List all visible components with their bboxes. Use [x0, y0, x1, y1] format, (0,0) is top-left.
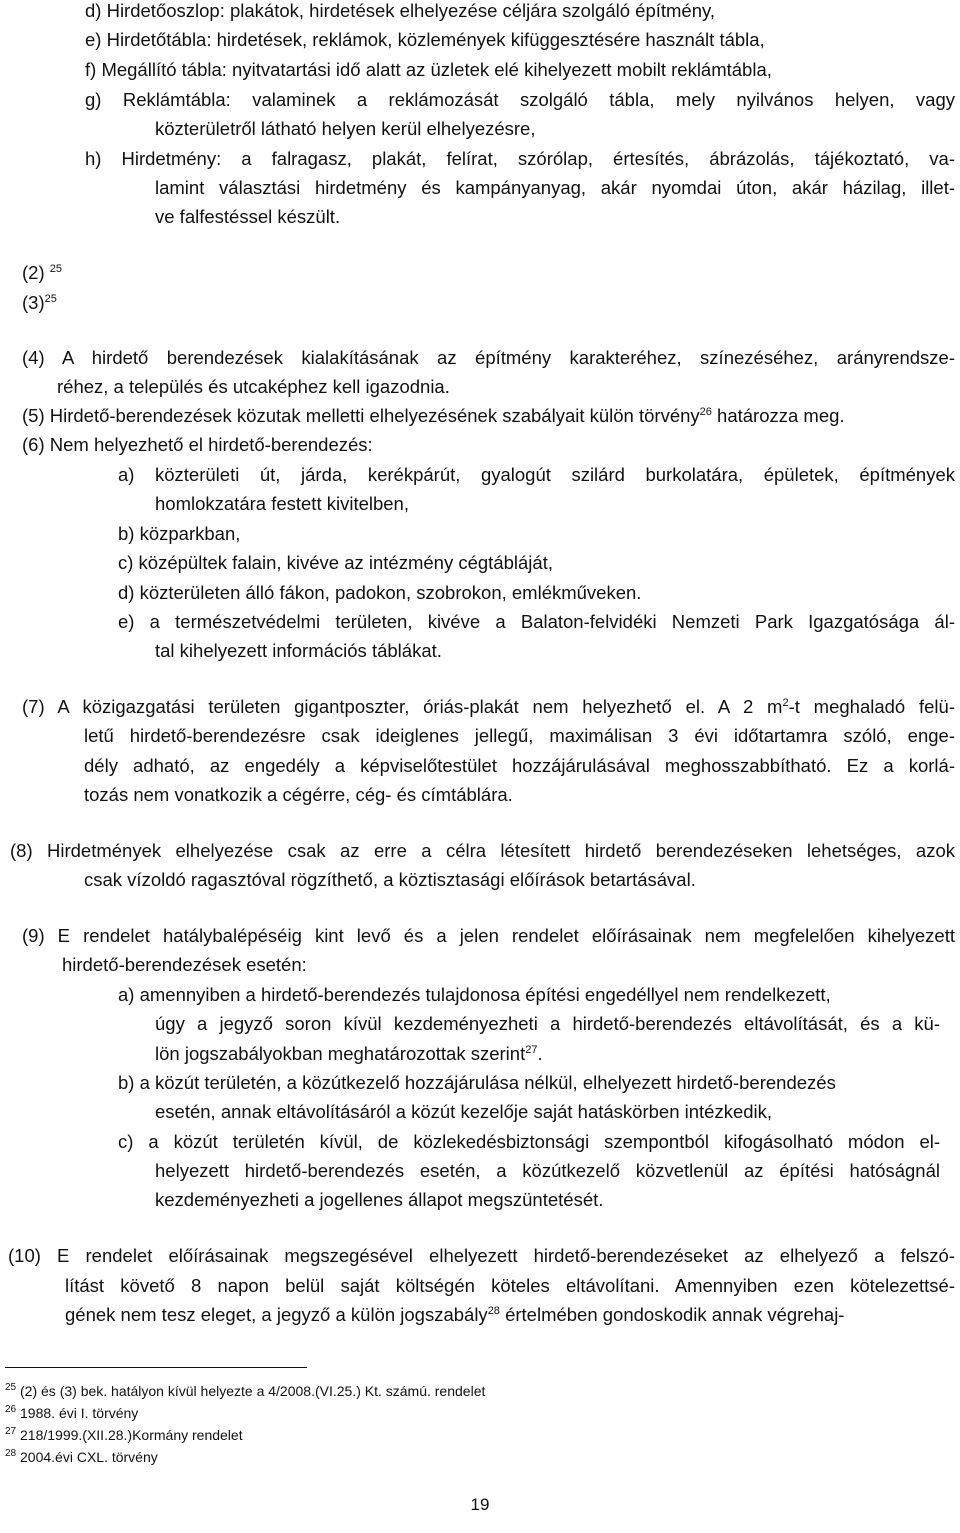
footnote-ref: 26 — [699, 406, 712, 418]
footnote-25: $^{25}$ (2) és (3) bek. hatályon kívül helyezte a 4/2008.(VI.25.) Kt. számú. rendelet — [5, 1382, 486, 1399]
paragraph-6-item-a: a) közterületi út, járda, kerékpárút, gyalogút szilárd burkolatára, épületek, építmények — [118, 464, 955, 485]
list-item-g-cont: közterületről látható helyen kerül elhelyezésre, — [155, 118, 536, 139]
paragraph-6-item-e-cont: tal kihelyezett információs táblákat. — [155, 640, 442, 661]
list-item-d: d) Hirdetőoszlop: plakátok, hirdetések elhelyezése céljára szolgáló építmény, — [85, 0, 716, 21]
paragraph-10: (10) E rendelet előírásainak megszegésével elhelyezett hirdető-berendezéseket az elhelyező a felszó- — [8, 1245, 955, 1266]
footnote-ref: 25 — [44, 293, 57, 305]
paragraph-9-item-c-cont-1: helyezett hirdető-berendezés esetén, a közútkezelő közvetlenül az építési hatóságnál — [155, 1160, 940, 1181]
superscript: 2 — [782, 697, 789, 709]
paragraph-9-item-b-cont: esetén, annak eltávolításáról a közút kezelője saját hatáskörben intézkedik, — [155, 1101, 773, 1122]
paragraph-7: (7) A közigazgatási területen gigantposzter, óriás-plakát nem helyezhető el. A 2 $m^2-t$ meghaladó felü- — [22, 696, 955, 717]
footnote-28: $^{28}$ 2004.évi CXL. törvény — [5, 1448, 158, 1465]
footnote-27: $^{27}$ 218/1999.(XII.28.)Kormány rendelet — [5, 1426, 243, 1443]
footnote-ref: 25 — [49, 263, 63, 275]
footnote-ref: 28 — [487, 1305, 500, 1317]
paragraph-5: (5) Hirdető-berendezések közutak melletti elhelyezésének szabályait külön törvény$^{26}$ határozza meg. — [22, 405, 845, 426]
paragraph-9-item-c-cont-2: kezdeményezheti a jogellenes állapot megszüntetését. — [155, 1189, 604, 1210]
paragraph-9: (9) E rendelet hatálybalépéséig kint levő és a jelen rendelet előírásainak nem megfelelően kihelyezett — [22, 925, 955, 946]
footnote-separator — [5, 1367, 307, 1368]
paragraph-7-cont-1: letű hirdető-berendezésre csak ideiglenes jellegű, maximálisan 3 évi időtartamra szóló, enge- — [84, 725, 955, 746]
paragraph-9-item-c: c) a közút területén kívül, de közlekedésbiztonsági szempontból kifogásolható módon el- — [118, 1131, 940, 1152]
list-item-h-cont: lamint választási hirdetmény és kampányanyag, akár nyomdai úton, akár házilag, illet- — [155, 177, 955, 198]
paragraph-7-cont-3: tozás nem vonatkozik a cégérre, cég- és címtáblára. — [84, 784, 513, 805]
list-item-e: e) Hirdetőtábla: hirdetések, reklámok, közlemények kifüggesztésére használt tábla, — [85, 29, 765, 50]
paragraph-6-item-d: d) közterületen álló fákon, padokon, szobrokon, emlékműveken. — [118, 582, 642, 603]
paragraph-9-cont: hirdető-berendezések esetén: — [62, 954, 307, 975]
paragraph-9-item-a-cont-1: úgy a jegyző soron kívül kezdeményezheti a hirdető-berendezés eltávolítását, és a kü- — [155, 1013, 940, 1034]
paragraph-9-item-b: b) a közút területén, a közútkezelő hozzájárulása nélkül, elhelyezett hirdető-berendezés — [118, 1072, 836, 1093]
paragraph-9-item-a-cont-2: lön jogszabályokban meghatározottak szerint$^{27}$. — [155, 1043, 543, 1064]
list-item-f: f) Megállító tábla: nyitvatartási idő alatt az üzletek elé kihelyezett mobilt reklámtábla, — [85, 59, 772, 80]
paragraph-6-item-c: c) középültek falain, kivéve az intézmény cégtábláját, — [118, 552, 553, 573]
list-item-h-end: ve falfestéssel készült. — [155, 206, 341, 227]
paragraph-7-cont-2: dély adható, az engedély a képviselőtestület hozzájárulásával meghosszabbítható. Ez a korlá- — [84, 755, 955, 776]
paragraph-8-cont: csak vízoldó ragasztóval rögzíthető, a köztisztasági előírások betartásával. — [84, 869, 696, 890]
paragraph-6: (6) Nem helyezhető el hirdető-berendezés: — [22, 434, 373, 455]
paragraph-6-item-e: e) a természetvédelmi területen, kivéve a Balaton-felvidéki Nemzeti Park Igazgatósága ál- — [118, 611, 955, 632]
paragraph-9-item-a: a) amennyiben a hirdető-berendezés tulajdonosa építési engedéllyel nem rendelkezett, — [118, 984, 831, 1005]
paragraph-4: (4) A hirdető berendezések kialakításának az építmény karakteréhez, színezéséhez, arányrendsze- — [22, 347, 955, 368]
paragraph-6-item-b: b) közparkban, — [118, 523, 241, 544]
footnote-26: $^{26}$ 1988. évi I. törvény — [5, 1404, 139, 1421]
paragraph-10-cont-2: gének nem tesz eleget, a jegyző a külön jogszabály$^{28}$ értelmében gondoskodik annak végrehaj- — [65, 1304, 845, 1325]
list-item-h: h) Hirdetmény: a falragasz, plakát, felírat, szórólap, értesítés, ábrázolás, tájékoztató, va- — [85, 148, 955, 169]
paragraph-8: (8) Hirdetmények elhelyezése csak az erre a célra létesített hirdető berendezéseken lehetséges, azok — [10, 840, 955, 861]
page-number: 19 — [470, 1495, 490, 1514]
paragraph-6-item-a-cont: homlokzatára festett kivitelben, — [155, 493, 409, 514]
footnote-ref: 27 — [525, 1044, 538, 1056]
paragraph-3: $(3)^{25}$ — [22, 292, 57, 313]
paragraph-10-cont-1: lítást követő 8 napon belül saját költségén köteles eltávolítani. Amennyiben ezen kötelezettsé- — [65, 1275, 955, 1296]
list-item-g: g) Reklámtábla: valaminek a reklámozását szolgáló tábla, mely nyilvános helyen, vagy — [85, 89, 955, 110]
paragraph-4-cont: réhez, a település és utcaképhez kell igazodnia. — [57, 376, 450, 397]
paragraph-2: (2) $^{25}$ — [22, 262, 63, 283]
